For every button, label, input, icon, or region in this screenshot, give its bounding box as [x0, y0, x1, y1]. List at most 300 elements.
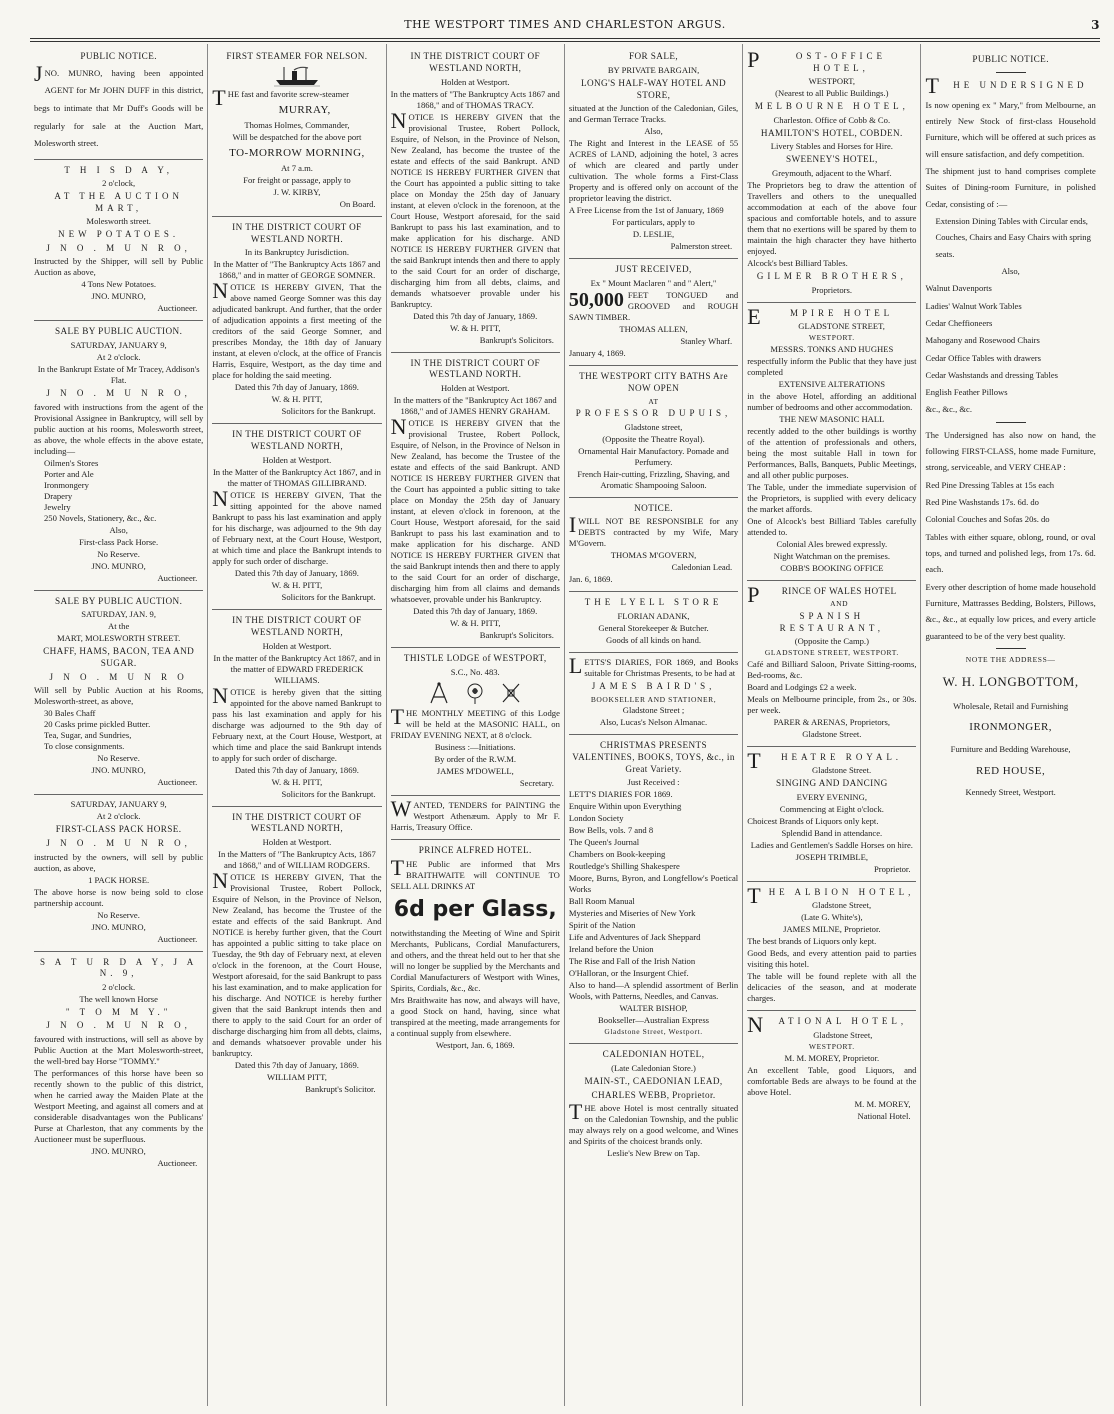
- ad-street: Molesworth street.: [86, 216, 151, 227]
- ad-late: (Late G. White's),: [801, 912, 863, 923]
- ad-signature: JNO. MUNRO,: [91, 1145, 146, 1156]
- ad-body: The shipment just to hand comprises complete Suites of Dining-room Furniture, in polished Cedar, consisting of :—: [925, 165, 1096, 209]
- ad-proprietors: MESSRS. TONKS AND HUGHES: [770, 343, 894, 354]
- ad-body: NOTICE IS HEREBY GIVEN, That the sitting appointed for the above named Bankrupt to pass his last examination and apply for his discharge, was adjourned to the 9th day of February next, at the Court House, Westport, at which time and place the Bankrupt intends to apply for such order of discharge.: [212, 485, 382, 566]
- list-item: 250 Novels, Stationery, &c., &c.: [44, 512, 157, 523]
- ad-body: respectfully inform the Public that they have just completed: [747, 355, 917, 377]
- ad-public-notice-munro: [34, 46, 203, 160]
- ad-note: Alcock's best Billiard Tables.: [747, 258, 848, 269]
- list-item: The Queen's Journal: [568, 837, 640, 848]
- ad-at: AT: [648, 396, 659, 406]
- ad-departure: TO-MORROW MORNING,: [229, 146, 365, 159]
- ad-item: 4 Tons New Potatoes.: [81, 279, 156, 290]
- ad-longs-hotel-for-sale: [569, 46, 738, 259]
- ad-time: 2 o'clock,: [102, 178, 136, 189]
- list-item: The Rise and Fall of the Irish Nation: [568, 956, 696, 967]
- list-item: O'Halloran, or the Insurgent Chief.: [568, 968, 689, 979]
- ad-license: A Free License from the 1st of January, 1869: [568, 205, 724, 216]
- columns: [30, 44, 1100, 1406]
- ad-subheading: SPANISH RESTAURANT,: [779, 611, 885, 633]
- list-item: Extension Dining Tables with Circular ends, Couches, Chairs and Easy Chairs with spring seats.: [935, 215, 1091, 259]
- ad-matter: In the Matters of "The Bankruptcy Acts, 1867 and 1868," and of WILLIAM RODGERS.: [218, 849, 376, 871]
- ad-matter: In the matters of "The Bankruptcy Acts 1867 and 1868," and of THOMAS TRACY.: [390, 88, 560, 110]
- ad-also: Also, Lucas's Nelson Almanac.: [599, 717, 708, 728]
- ad-matter: In the matters of the "Bankruptcy Act 1867 and 1868," and of JAMES HENRY GRAHAM.: [393, 395, 557, 417]
- ad-dated: Dated this 7th day of January, 1869.: [234, 764, 359, 775]
- ad-signature: WILLIAM PITT,: [266, 1072, 327, 1083]
- list-item: Colonial Couches and Sofas 20s. do: [925, 514, 1050, 525]
- ad-heading: CHRISTMAS PRESENTS VALENTINES, BOOKS, TOYS, &c., in Great Variety.: [572, 740, 735, 774]
- ad-prince-of-wales-hotel: [747, 581, 916, 747]
- ad-dated: Dated this 7th day of January, 1869.: [234, 567, 359, 578]
- ad-held: Holden at Westport.: [262, 454, 332, 465]
- ad-town: WESTPORT,: [808, 76, 856, 87]
- ad-body: Board and Lodgings £2 a week.: [747, 681, 857, 692]
- ad-time: At 7 a.m.: [280, 162, 313, 173]
- ad-reserve: No Reserve.: [97, 753, 140, 764]
- ad-signature: D. LESLIE,: [632, 229, 675, 240]
- ad-court-graham: [391, 353, 560, 649]
- ad-steamer-nelson: [212, 46, 381, 217]
- ad-title: THE UNDERSIGNED: [925, 73, 1088, 99]
- ad-street: Gladstone Street,: [813, 1030, 873, 1040]
- ad-caledonian-hotel: [569, 1044, 738, 1165]
- ad-goods: Goods of all kinds on hand.: [606, 634, 702, 645]
- list-item: Cedar Office Tables with drawers: [925, 352, 1042, 363]
- ad-held: Holden at Westport.: [440, 76, 510, 87]
- ad-signature: JNO. MUNRO,: [91, 921, 146, 932]
- ad-wanted-tenders: [391, 796, 560, 840]
- ad-heading: IN THE DISTRICT COURT OF WESTLAND NORTH,: [410, 51, 540, 73]
- ad-auctioneer-name: J N O . M U N R O,: [46, 242, 191, 253]
- ad-role: Bankrupt's Solicitors.: [479, 334, 554, 345]
- ad-court-tracy: [391, 46, 560, 353]
- ad-also: Also,: [1001, 265, 1020, 276]
- ad-new-potatoes: [34, 160, 203, 322]
- ad-heading: NEW POTATOES.: [58, 229, 180, 240]
- ad-body: The Proprietors beg to draw the attention of Travellers and others to the unequalled accommodation at each of the above four spacious and comfortable hotels, and to assure them that no exertions will be spared by them to maintain the high character they have hitherto enjoyed.: [747, 180, 917, 257]
- ad-body: Greymouth, adjacent to the Wharf.: [772, 168, 892, 179]
- ad-role: Bankrupt's Solicitor.: [305, 1084, 376, 1095]
- ad-role: General Storekeeper & Butcher.: [598, 622, 709, 633]
- ad-ship-name: MURRAY,: [278, 103, 331, 116]
- ad-lodge-number: S.C., No. 483.: [450, 666, 500, 677]
- ad-sale-tracey-estate: [34, 321, 203, 590]
- ad-signature: JNO. MUNRO,: [91, 765, 146, 776]
- ad-time: At 2 o'clock.: [96, 811, 141, 822]
- list-item: Mahogany and Rosewood Chairs: [925, 335, 1040, 346]
- ad-apply: For particulars, apply to: [612, 217, 695, 228]
- ad-trade-name: IRONMONGER,: [969, 721, 1053, 734]
- ad-property-name: LONG'S HALF-WAY HOTEL AND STORE,: [580, 77, 727, 100]
- ad-heading: PUBLIC NOTICE.: [80, 51, 157, 61]
- square-tools-icon: [500, 681, 522, 705]
- ad-address: MAIN-ST., CAEDONIAN LEAD,: [584, 1075, 723, 1086]
- ad-subtitle: The well known Horse: [79, 993, 158, 1004]
- ad-city-baths: [569, 366, 738, 498]
- ad-empire-hotel: [747, 303, 916, 581]
- ad-role: On Board.: [339, 198, 376, 209]
- ad-heading: IN THE DISTRICT COURT OF WESTLAND NORTH,: [232, 429, 362, 452]
- ad-heading: PUBLIC NOTICE.: [972, 54, 1049, 64]
- ad-address: Gladstone Street ;: [622, 705, 685, 716]
- ad-pack-horse: [34, 795, 203, 951]
- ad-signature: W. & H. PITT,: [271, 394, 323, 405]
- ad-proprietor: PROFESSOR DUPUIS,: [575, 408, 732, 419]
- ad-body: NOTICE IS HEREBY GIVEN that the provisional Trustee, Robert Pollock, Esquire, of Nelson, in the Province of Nelson in New Zealand, has become the Trustee of the estate and effects of the said Bankrupt. AND NOTICE IS HEREBY FURTHER GIVEN that the Court has appointed a public sitting to take place on Monday the 25th day of January instant, at eleven o'clock in forenoon, at the Court House, Westport aforesaid, for the said Bankrupt to pass his last examination and to make application for his discharge. AND NOTICE IS HEREBY FURTHER GIVEN that the said Bankrupt intends then and there to apply to the said Court for an order of discharge, discharging him from all claims and demands whatsoever, provable under his Bankruptcy.: [390, 414, 560, 605]
- ad-signature: JNO. MUNRO,: [91, 291, 146, 302]
- list-item: Bow Bells, vols. 7 and 8: [568, 825, 654, 836]
- masthead: [30, 18, 1100, 40]
- ad-heading: THISTLE LODGE of WESTPORT,: [403, 653, 547, 664]
- ad-signature: J. W. KIRBY,: [273, 186, 321, 197]
- list-item: 20 Casks prime pickled Butter.: [44, 719, 151, 730]
- ad-street: Gladstone Street.: [811, 765, 872, 776]
- column-5: [743, 44, 921, 1406]
- ad-body: NOTICE is hereby given that the sitting appointed for the above named Bankrupt to pass his last examination and apply for his discharge was adjourned to the 9th day of February next, at the Court House, Westport, at which time and place the said Bankrupt intends to apply for such order of discharge.: [212, 682, 382, 763]
- ad-court-williams: [212, 610, 381, 807]
- ad-heading: CALEDONIAN HOTEL,: [602, 1048, 705, 1059]
- ad-body: The Undersigned has also now on hand, the following FIRST-CLASS, home made Furniture, strong, serviceable, and VERY CHEAP :: [925, 429, 1096, 473]
- ad-matter: In the Matter of the Bankruptcy Act 1867, and in the matter of THOMAS GILLIBRAND.: [212, 466, 381, 488]
- ad-subheading: EXTENSIVE ALTERATIONS: [778, 378, 886, 389]
- ad-auctioneer-name: J N O . M U N R O,: [46, 388, 191, 399]
- ad-heading: HAMILTON'S HOTEL, COBDEN.: [760, 127, 903, 138]
- ad-signature: W. & H. PITT,: [271, 579, 323, 590]
- thistle-emblem-icon: [464, 681, 486, 705]
- ad-shop-name: JAMES BAIRD'S,: [591, 680, 716, 691]
- list-item: Cedar Cheffioneers: [925, 317, 993, 328]
- column-4: [565, 44, 743, 1406]
- ad-court-gillibrand: [212, 424, 381, 610]
- ad-reserve: No Reserve.: [97, 909, 140, 920]
- list-item: 30 Bales Chaff: [44, 708, 96, 719]
- ad-role: Auctioneer.: [157, 1157, 198, 1168]
- ad-location: (Opposite the Camp.): [794, 636, 869, 647]
- ad-role: Proprietors.: [811, 284, 852, 295]
- list-item: Chambers on Book-keeping: [568, 849, 666, 860]
- ad-matter: In the matter of the Bankruptcy Act 1867, and in the matter of EDWARD FREDERICK WILLIAMS.: [213, 652, 381, 685]
- ad-time: At 2 o'clock.: [96, 352, 141, 363]
- ad-note: To close consignments.: [44, 741, 125, 752]
- ad-address: Gladstone Street.: [802, 728, 862, 739]
- ad-heading: EMPIRE HOTEL: [747, 303, 894, 329]
- top-rule-2: [30, 41, 1100, 42]
- ad-body: One of Alcock's best Billiard Tables carefully attended to.: [747, 515, 917, 537]
- ad-body: Ornamental Hair Manufactory. Pomade and Perfumery.: [578, 445, 729, 467]
- ad-dated: Dated this 7th day of January, 1869.: [413, 310, 538, 321]
- ad-lyell-store: [569, 592, 738, 653]
- ad-heading: SALE BY PUBLIC AUCTION.: [55, 595, 183, 606]
- ad-body: recently added to the other buildings is worthy of the attention of professionals and others, being the most suitable Hall in town for Performances, Balls, Banquets, Public Meetings, and all other public purposes.: [747, 425, 917, 480]
- list-item: Life and Adventures of Jack Sheppard: [568, 932, 701, 943]
- ad-body: WANTED, TENDERS for PAINTING the Westport Athenæum. Apply to Mr F. Harris, Treasury Office.: [390, 795, 560, 832]
- steamship-icon: [274, 65, 320, 87]
- ad-horse-name: " T O M M Y.": [65, 1006, 172, 1017]
- ad-signature: GILMER BROTHERS,: [756, 271, 907, 282]
- ad-body: in the above Hotel, affording an additional number of bedrooms and other accommodation.: [747, 390, 917, 412]
- ad-christmas-presents: [569, 735, 738, 1044]
- ad-body: The Table, under the immediate supervision of the Proprietors, is supplied with every delicacy the market affords.: [747, 481, 917, 514]
- list-item: Enquire Within upon Everything: [568, 801, 682, 812]
- ad-late: (Late Caledonian Store.): [611, 1062, 696, 1073]
- ad-body: The Right and Interest in the LEASE of 55 ACRES of LAND, adjoining the hotel, 3 acres of which are cleared and partly under cultivation. The whole forms a First-Class Property and is offered only on account of the proprietor leaving the district.: [568, 138, 739, 204]
- ad-albion-hotel: [747, 882, 916, 1012]
- ad-court-somner: [212, 217, 381, 425]
- list-item: Tables with either square, oblong, round, or oval tops, and turned and polished legs, from 17s. 6d. each.: [925, 531, 1096, 575]
- ad-business: Business :—Initiations.: [434, 741, 516, 752]
- ad-place: MART, MOLESWORTH STREET.: [57, 633, 181, 644]
- column-6: [921, 44, 1099, 1406]
- list-item: Ladies' Walnut Work Tables: [925, 300, 1022, 311]
- ad-body: favored with instructions from the agent of the Provisional Assignee in Bankruptcy, will sell by public auction at his rooms, Molesworth street, as above, the whole effects in the above estate, including—: [34, 401, 204, 456]
- ad-body: NOTICE IS HEREBY GIVEN, That the Provisional Trustee, Robert Pollock, Esquire of Nelson, in the Province of Nelson, New Zealand, has become the Trustee of the estate and effects of the said Bankrupt. And NOTICE is hereby further given, that the Court has appointed a public sitting to take place on Tuesday, the 9th day of February next, at eleven o'clock in the forenoon, at the Court House, Westport aforesaid, for the said Bankrupt to pass his last examination, and to make application for his discharge. And NOTICE is hereby further given that the said Bankrupt intends then and there to apply to the said Court for an order of discharge discharging him from all debts, claims, and demands whatsoever provable under his bankruptcy.: [212, 868, 382, 1059]
- column-3: [387, 44, 565, 1406]
- ad-national-hotel: [747, 1011, 916, 1127]
- ad-body: IWILL NOT BE RESPONSIBLE for any DEBTS contracted by my Wife, Mary M'Govern.: [568, 512, 739, 549]
- ad-trade: Wholesale, Retail and Furnishing: [953, 701, 1069, 712]
- ad-received: Just Received :: [627, 777, 680, 788]
- ad-heading: POST-OFFICE HOTEL,: [747, 47, 887, 73]
- masonic-emblems: [391, 681, 560, 705]
- list-item: Red Pine Dressing Tables at 15s each: [925, 479, 1055, 490]
- ad-date: Westport, Jan. 6, 1869.: [435, 1039, 515, 1050]
- ad-date: T H I S D A Y,: [64, 164, 173, 175]
- ad-heading: SWEENEY'S HOTEL,: [785, 154, 878, 165]
- ad-role: Proprietor.: [873, 863, 911, 874]
- ad-note: Leslie's New Brew on Tap.: [607, 1148, 700, 1159]
- ad-date: SATURDAY, JAN. 9,: [81, 609, 157, 620]
- ad-heading: NATIONAL HOTEL,: [747, 1012, 908, 1038]
- ad-auctioneer-name: J N O . M U N R O,: [46, 1020, 191, 1031]
- ad-body: Choicest Brands of Liquors only kept.: [747, 815, 879, 826]
- ad-body: Café and Billiard Saloon, Private Sitting-rooms, Bed-rooms, &c.: [747, 658, 917, 680]
- ad-body: favoured with instructions, will sell as above by Public Auction at the Mart Molesworth-street, the well-bred bay Horse "TOMMY.": [34, 1033, 204, 1066]
- ad-subheading: THE NEW MASONIC HALL: [779, 413, 885, 424]
- ad-court-rodgers: [212, 807, 381, 1102]
- ad-location: (Opposite the Theatre Royal).: [602, 433, 705, 444]
- ad-also: Also,: [109, 524, 128, 535]
- ad-signature: JOSEPH TRIMBLE,: [795, 851, 869, 862]
- ad-address: Gladstone street,: [624, 421, 683, 432]
- ad-note: Splendid Band in attendance.: [781, 827, 883, 838]
- ad-date: SATURDAY, JANUARY 9,: [70, 799, 167, 810]
- ad-body: Charleston. Office of Cobb & Co.: [773, 114, 891, 125]
- list-item: Ironmongery: [44, 479, 89, 490]
- ad-date: SATURDAY, JANUARY 9,: [70, 340, 167, 351]
- ad-proprietor: JAMES MILNE, Proprietor.: [783, 924, 881, 935]
- ad-note: The above horse is now being sold to close partnership account.: [34, 886, 204, 908]
- ad-note: NOTE THE ADDRESS—: [965, 655, 1056, 665]
- compass-icon: [428, 681, 450, 705]
- ad-body: The performances of this horse have been so recently shown to the public of this district, when he carried away the Maiden Plate at the Westport Meeting, and against all comers and at considerable disadvantages won the Publicans' Purse at Charleston, that any comments by the Auctioneer must be superfluous.: [34, 1067, 204, 1144]
- ad-dated: Dated this 7th day of January, 1869.: [413, 606, 538, 617]
- ad-body: LETTS'S DIARIES, FOR 1869, and Books suitable for Christmas Presents, to be had at: [568, 652, 739, 678]
- ad-note: Ladies and Gentlemen's Saddle Horses on hire.: [750, 839, 913, 850]
- ad-subheading: SINGING AND DANCING: [775, 778, 888, 789]
- list-item: Drapery: [44, 490, 73, 501]
- ad-theatre-royal: [747, 747, 916, 882]
- ad-proprietor: M. M. MOREY, Proprietor.: [784, 1052, 880, 1063]
- ad-note: Colonial Ales brewed expressly.: [776, 538, 888, 549]
- ad-held: Holden at Westport.: [262, 640, 332, 651]
- ad-body: Mrs Braithwaite has now, and always will have, a good Stock on hand, having, since what transpired at the meeting, made arrangements for a continual supply from elsewhere.: [390, 994, 560, 1038]
- masthead-title: THE WESTPORT TIMES AND CHARLESTON ARGUS.: [404, 18, 726, 31]
- ad-heading: IN THE DISTRICT COURT OF WESTLAND NORTH.: [410, 357, 540, 380]
- ad-heading: MELBOURNE HOTEL,: [754, 101, 909, 112]
- divider: [996, 72, 1026, 73]
- ad-subheading: BY PRIVATE BARGAIN,: [607, 64, 700, 75]
- ad-trade: Furniture and Bedding Warehouse,: [950, 744, 1071, 755]
- ad-body: Livery Stables and Horses for Hire.: [770, 141, 893, 152]
- ad-heading: SALE BY PUBLIC AUCTION.: [55, 326, 183, 337]
- ad-quantity: 50,000: [568, 289, 624, 312]
- ad-auctioneer-name: J N O . M U N R O: [49, 671, 188, 682]
- ad-body: Will be despatched for the above port: [232, 131, 362, 142]
- ad-body: The table will be found replete with all the delicacies of the season, and at moderate charges.: [747, 971, 917, 1004]
- ad-town: WESTPORT.: [808, 333, 855, 343]
- ad-heading: JUST RECEIVED,: [615, 264, 692, 275]
- ad-letts-diaries: [569, 653, 738, 735]
- ad-body: Will sell by Public Auction at his Rooms, Molesworth-street, as above,: [34, 685, 204, 707]
- ad-heading: IN THE DISTRICT COURT OF WESTLAND NORTH,: [232, 614, 362, 637]
- ad-sale-chaff-hams: [34, 591, 203, 796]
- list-item: Mysteries and Miseries of New York: [568, 908, 696, 919]
- ad-role: Secretary.: [519, 777, 554, 788]
- divider: [996, 648, 1026, 649]
- ad-time: 2 o'clock.: [102, 981, 136, 992]
- ad-heading: FIRST-CLASS PACK HORSE.: [55, 824, 182, 835]
- ad-proprietor: CHARLES WEBB, Proprietor.: [591, 1089, 716, 1100]
- list-item: Ireland before the Union: [568, 944, 654, 955]
- list-item: Ball Room Manual: [568, 896, 635, 907]
- ad-also: Also,: [644, 126, 663, 137]
- list-item: English Feather Pillows: [925, 387, 1008, 398]
- ad-role: Auctioneer.: [157, 933, 198, 944]
- ad-body: The best brands of Liquors only kept.: [747, 936, 877, 947]
- ad-body: situated at the Junction of the Caledonian, Giles, and German Terrace Tracks.: [568, 103, 739, 125]
- column-1: [30, 44, 208, 1406]
- ad-body: THE Public are informed that Mrs BRAITHWAITE will CONTINUE TO SELL ALL DRINKS AT: [390, 854, 560, 891]
- ad-heading: NOTICE.: [634, 502, 673, 513]
- ad-body: JNO. MUNRO, having been appointed AGENT for Mr JOHN DUFF in this district, begs to intimate that Mr Duff's Goods will be regularly for sale at the Auction Mart, Molesworth street.: [34, 60, 204, 149]
- ad-and: AND: [830, 599, 849, 609]
- ad-place: AT THE AUCTION MART,: [54, 191, 183, 213]
- divider: [996, 422, 1026, 423]
- list-item: Spirit of the Nation: [568, 920, 636, 931]
- ad-auctioneer-name: J N O . M U N R O,: [46, 838, 191, 849]
- ad-role: BOOKSELLER AND STATIONER,: [590, 694, 717, 704]
- ad-thistle-lodge: [391, 648, 560, 796]
- ad-held: Holden at Westport.: [440, 383, 510, 394]
- ad-matter: In the Matter of "The Bankruptcy Acts 1867 and 1868," and in matter of GEORGE SOMNER.: [213, 259, 381, 281]
- list-item: London Society: [568, 813, 624, 824]
- ad-heading: PRINCE ALFRED HOTEL.: [418, 844, 532, 855]
- ad-role: Bookseller—Australian Express: [598, 1015, 710, 1026]
- ad-role: National Hotel.: [857, 1110, 911, 1121]
- ad-signature: JAMES M'DOWELL,: [436, 765, 514, 776]
- ad-heading: FIRST STEAMER FOR NELSON.: [226, 51, 368, 61]
- ad-horse-tommy: [34, 952, 203, 1175]
- ad-body: French Hair-cutting, Frizzling, Shaving, and Aromatic Shampooing Saloon.: [577, 468, 730, 490]
- ad-item: First-class Pack Horse.: [79, 536, 159, 547]
- ad-longbottom-furniture: [925, 46, 1095, 807]
- ad-dated: Dated this 7th day of January, 1869.: [234, 382, 359, 393]
- ad-date: Jan. 6, 1869.: [568, 574, 613, 585]
- list-item: Porter and Ale: [44, 468, 94, 479]
- list-item: Routledge's Shilling Shakespere: [568, 861, 680, 872]
- ad-date: January 4, 1869.: [568, 348, 626, 359]
- ad-timber: [569, 259, 738, 366]
- ad-when: EVERY EVENING,: [796, 791, 867, 802]
- ad-body: FEET TONGUED and GROOVED and ROUGH SAWN TIMBER.: [568, 290, 739, 323]
- ad-heading: IN THE DISTRICT COURT OF WESTLAND NORTH.: [232, 221, 362, 244]
- ad-body: THE fast and favorite screw-steamer: [212, 84, 349, 110]
- ad-signature: W. & H. PITT,: [449, 322, 501, 333]
- ad-body: notwithstanding the Meeting of Wine and Spirit Merchants, Publicans, Cordial Manufacturers, and others, and the threat held out to her that she will no longer be supplied by the Merchants and Cordial Manufacturers of Westport with Wines, Spirits, Cordials, &c., &c.: [390, 927, 560, 993]
- ad-signature: THOMAS ALLEN,: [619, 324, 688, 335]
- ad-address: Gladstone Street, Westport.: [604, 1027, 703, 1037]
- ad-address: Stanley Wharf.: [680, 336, 733, 347]
- ad-body: Is now opening ex " Mary," from Melbourne, an entirely New Stock of first-class Household Furniture, which will be offered at such prices as will ensure satisfaction, and defy competition.: [925, 99, 1096, 159]
- ad-heading: THE LYELL STORE: [584, 597, 723, 608]
- ad-reserve: No Reserve.: [97, 548, 140, 559]
- ad-notice-mgovern: [569, 498, 738, 593]
- list-item: Red Pine Washstands 17s. 6d. do: [925, 497, 1039, 508]
- ad-heading: THE WESTPORT CITY BATHS Are NOW OPEN: [579, 371, 728, 393]
- ad-signature: PARER & ARENAS, Proprietors,: [773, 716, 891, 727]
- ad-held: Holden at Westport.: [262, 837, 332, 848]
- ad-role: Solicitors for the Bankrupt.: [281, 591, 376, 602]
- ad-commander: Thomas Holmes, Commander,: [244, 119, 350, 130]
- list-item: Walnut Davenports: [925, 283, 992, 294]
- ad-body: An excellent Table, good Liquors, and comfortable Beds are always to be found at the above Hotel.: [747, 1064, 917, 1097]
- ad-heading: PRINCE OF WALES HOTEL: [747, 581, 897, 607]
- ad-signature: M. M. MOREY,: [854, 1098, 911, 1109]
- ad-body: Instructed by the Shipper, will sell by Public Auction as above,: [34, 256, 204, 278]
- ad-estate: In the Bankrupt Estate of Mr Tracey, Addison's Flat.: [37, 364, 200, 386]
- ad-item: 1 PACK HORSE.: [88, 874, 150, 885]
- ad-heading: THEATRE ROYAL.: [747, 747, 903, 773]
- ad-address: GLADSTONE STREET, WESTPORT.: [764, 648, 899, 658]
- ad-prince-alfred-hotel: [391, 840, 560, 1057]
- list-item: Jewelry: [44, 501, 71, 512]
- list-item: Moore, Burns, Byron, and Longfellow's Poetical Works: [568, 873, 739, 895]
- ad-goods: CHAFF, HAMS, BACON, TEA AND SUGAR.: [43, 646, 195, 669]
- top-rule: [30, 38, 1100, 39]
- ad-role: Auctioneer.: [157, 572, 198, 583]
- ad-street: Gladstone Street,: [811, 900, 872, 911]
- ad-body: instructed by the owners, will sell by public auction, as above,: [34, 851, 204, 873]
- list-item: LETT'S DIARIES FOR 1869.: [568, 789, 673, 800]
- ad-shop-name: RED HOUSE,: [976, 764, 1046, 777]
- ad-also: Also to hand—A splendid assortment of Berlin Wools, with Patterns, Needles, and Canvas.: [568, 980, 739, 1002]
- ad-note: Night Watchman on the premises.: [773, 550, 890, 561]
- ad-time: Commencing at Eight o'clock.: [779, 803, 884, 814]
- page-number: 3: [1091, 18, 1100, 32]
- ad-signature: W. H. LONGBOTTOM,: [942, 674, 1079, 690]
- ad-order: By order of the R.W.M.: [434, 753, 517, 764]
- ad-signature: THOMAS M'GOVERN,: [610, 550, 697, 561]
- ad-post-office-hotel: [747, 46, 916, 303]
- ad-heading: THE ALBION HOTEL,: [747, 882, 915, 908]
- ad-role: Solicitors for the Bankrupt.: [281, 788, 376, 799]
- ad-signature: JNO. MUNRO,: [91, 560, 146, 571]
- list-item: Oilmen's Stores: [44, 457, 99, 468]
- ad-body: NOTICE IS HEREBY GIVEN, That the above named George Somner was this day adjudicated bankrupt. And further, that the order of adjudication appoints a first meeting of the creditors of the said George Somner, and prescribes Monday, the 18th day of January instant, at eleven o'clock, at the office of Francis Harris, Esquire, Westport, as the day time and place for holding the said meeting.: [212, 278, 382, 381]
- ad-jurisdiction: In its Bankruptcy Jurisdiction.: [244, 247, 349, 258]
- ad-body: THE MONTHLY MEETING of this Lodge will be held at the MASONIC HALL, on FRIDAY EVENING NEXT, at 8 o'clock.: [390, 703, 560, 740]
